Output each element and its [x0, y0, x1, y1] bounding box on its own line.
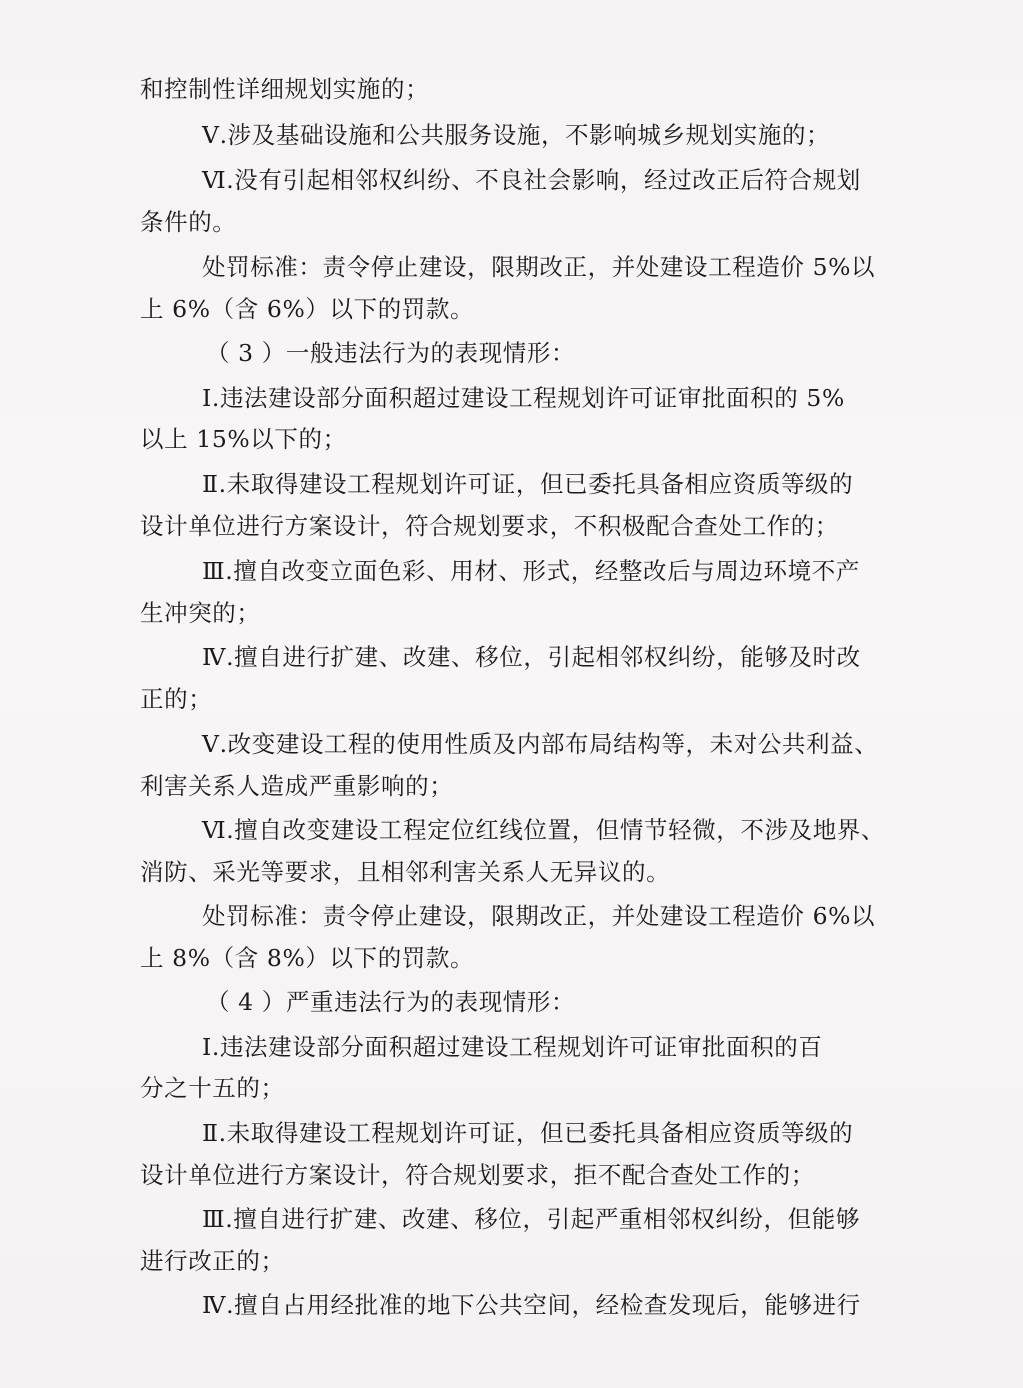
penalty-standard-minor: 处罚标准：责令停止建设，限期改正，并处建设工程造价 5%以: [202, 253, 876, 281]
section-heading-general-violation: （ 3 ）一般违法行为的表现情形：: [206, 339, 576, 367]
text-line-continuation: 利害关系人造成严重影响的；: [140, 772, 454, 800]
item-i-area-exceed-fifteen: Ⅰ.违法建设部分面积超过建设工程规划许可证审批面积的百: [202, 1033, 823, 1061]
item-vi-red-line: Ⅵ.擅自改变建设工程定位红线位置，但情节轻微，不涉及地界、: [202, 816, 886, 844]
text-line-continuation: 上 6%（含 6%）以下的罚款。: [140, 295, 475, 323]
text-line-continuation: 条件的。: [140, 208, 237, 236]
text-line-continuation: 以上 15%以下的；: [140, 425, 347, 453]
penalty-standard-general: 处罚标准：责令停止建设，限期改正，并处建设工程造价 6%以: [202, 902, 876, 930]
item-ii-refuse-cooperate: Ⅱ.未取得建设工程规划许可证，但已委托具备相应资质等级的: [202, 1119, 854, 1147]
item-i-area-exceed: Ⅰ.违法建设部分面积超过建设工程规划许可证审批面积的 5%: [202, 384, 845, 412]
item-iv-expansion: Ⅳ.擅自进行扩建、改建、移位，引起相邻权纠纷，能够及时改: [202, 643, 861, 671]
text-line-continuation: 生冲突的；: [140, 599, 261, 627]
text-line-continuation: 设计单位进行方案设计，符合规划要求，不积极配合查处工作的；: [140, 512, 839, 540]
text-line-continuation: 正的；: [140, 685, 213, 713]
item-ii-no-permit: Ⅱ.未取得建设工程规划许可证，但已委托具备相应资质等级的: [202, 470, 854, 498]
item-v-use-change: Ⅴ.改变建设工程的使用性质及内部布局结构等，未对公共利益、: [202, 730, 879, 758]
text-line-continuation: 上 8%（含 8%）以下的罚款。: [140, 944, 475, 972]
item-v-basic-facilities: Ⅴ.涉及基础设施和公共服务设施，不影响城乡规划实施的；: [202, 121, 831, 149]
item-vi-no-dispute: Ⅵ.没有引起相邻权纠纷、不良社会影响，经过改正后符合规划: [202, 166, 861, 194]
item-iv-underground-space: Ⅳ.擅自占用经批准的地下公共空间，经检查发现后，能够进行: [202, 1291, 861, 1319]
text-line-continuation: 分之十五的；: [140, 1074, 285, 1102]
text-line-continuation: 消防、采光等要求，且相邻利害关系人无异议的。: [140, 858, 671, 886]
item-iii-facade-change: Ⅲ.擅自改变立面色彩、用材、形式，经整改后与周边环境不产: [202, 557, 860, 585]
text-line-continuation: 进行改正的；: [140, 1247, 285, 1275]
item-iii-serious-dispute: Ⅲ.擅自进行扩建、改建、移位，引起严重相邻权纠纷，但能够: [202, 1205, 860, 1233]
text-line-continuation: 和控制性详细规划实施的；: [140, 75, 430, 103]
section-heading-serious-violation: （ 4 ）严重违法行为的表现情形：: [206, 988, 576, 1016]
text-line-continuation: 设计单位进行方案设计，符合规划要求，拒不配合查处工作的；: [140, 1161, 815, 1189]
